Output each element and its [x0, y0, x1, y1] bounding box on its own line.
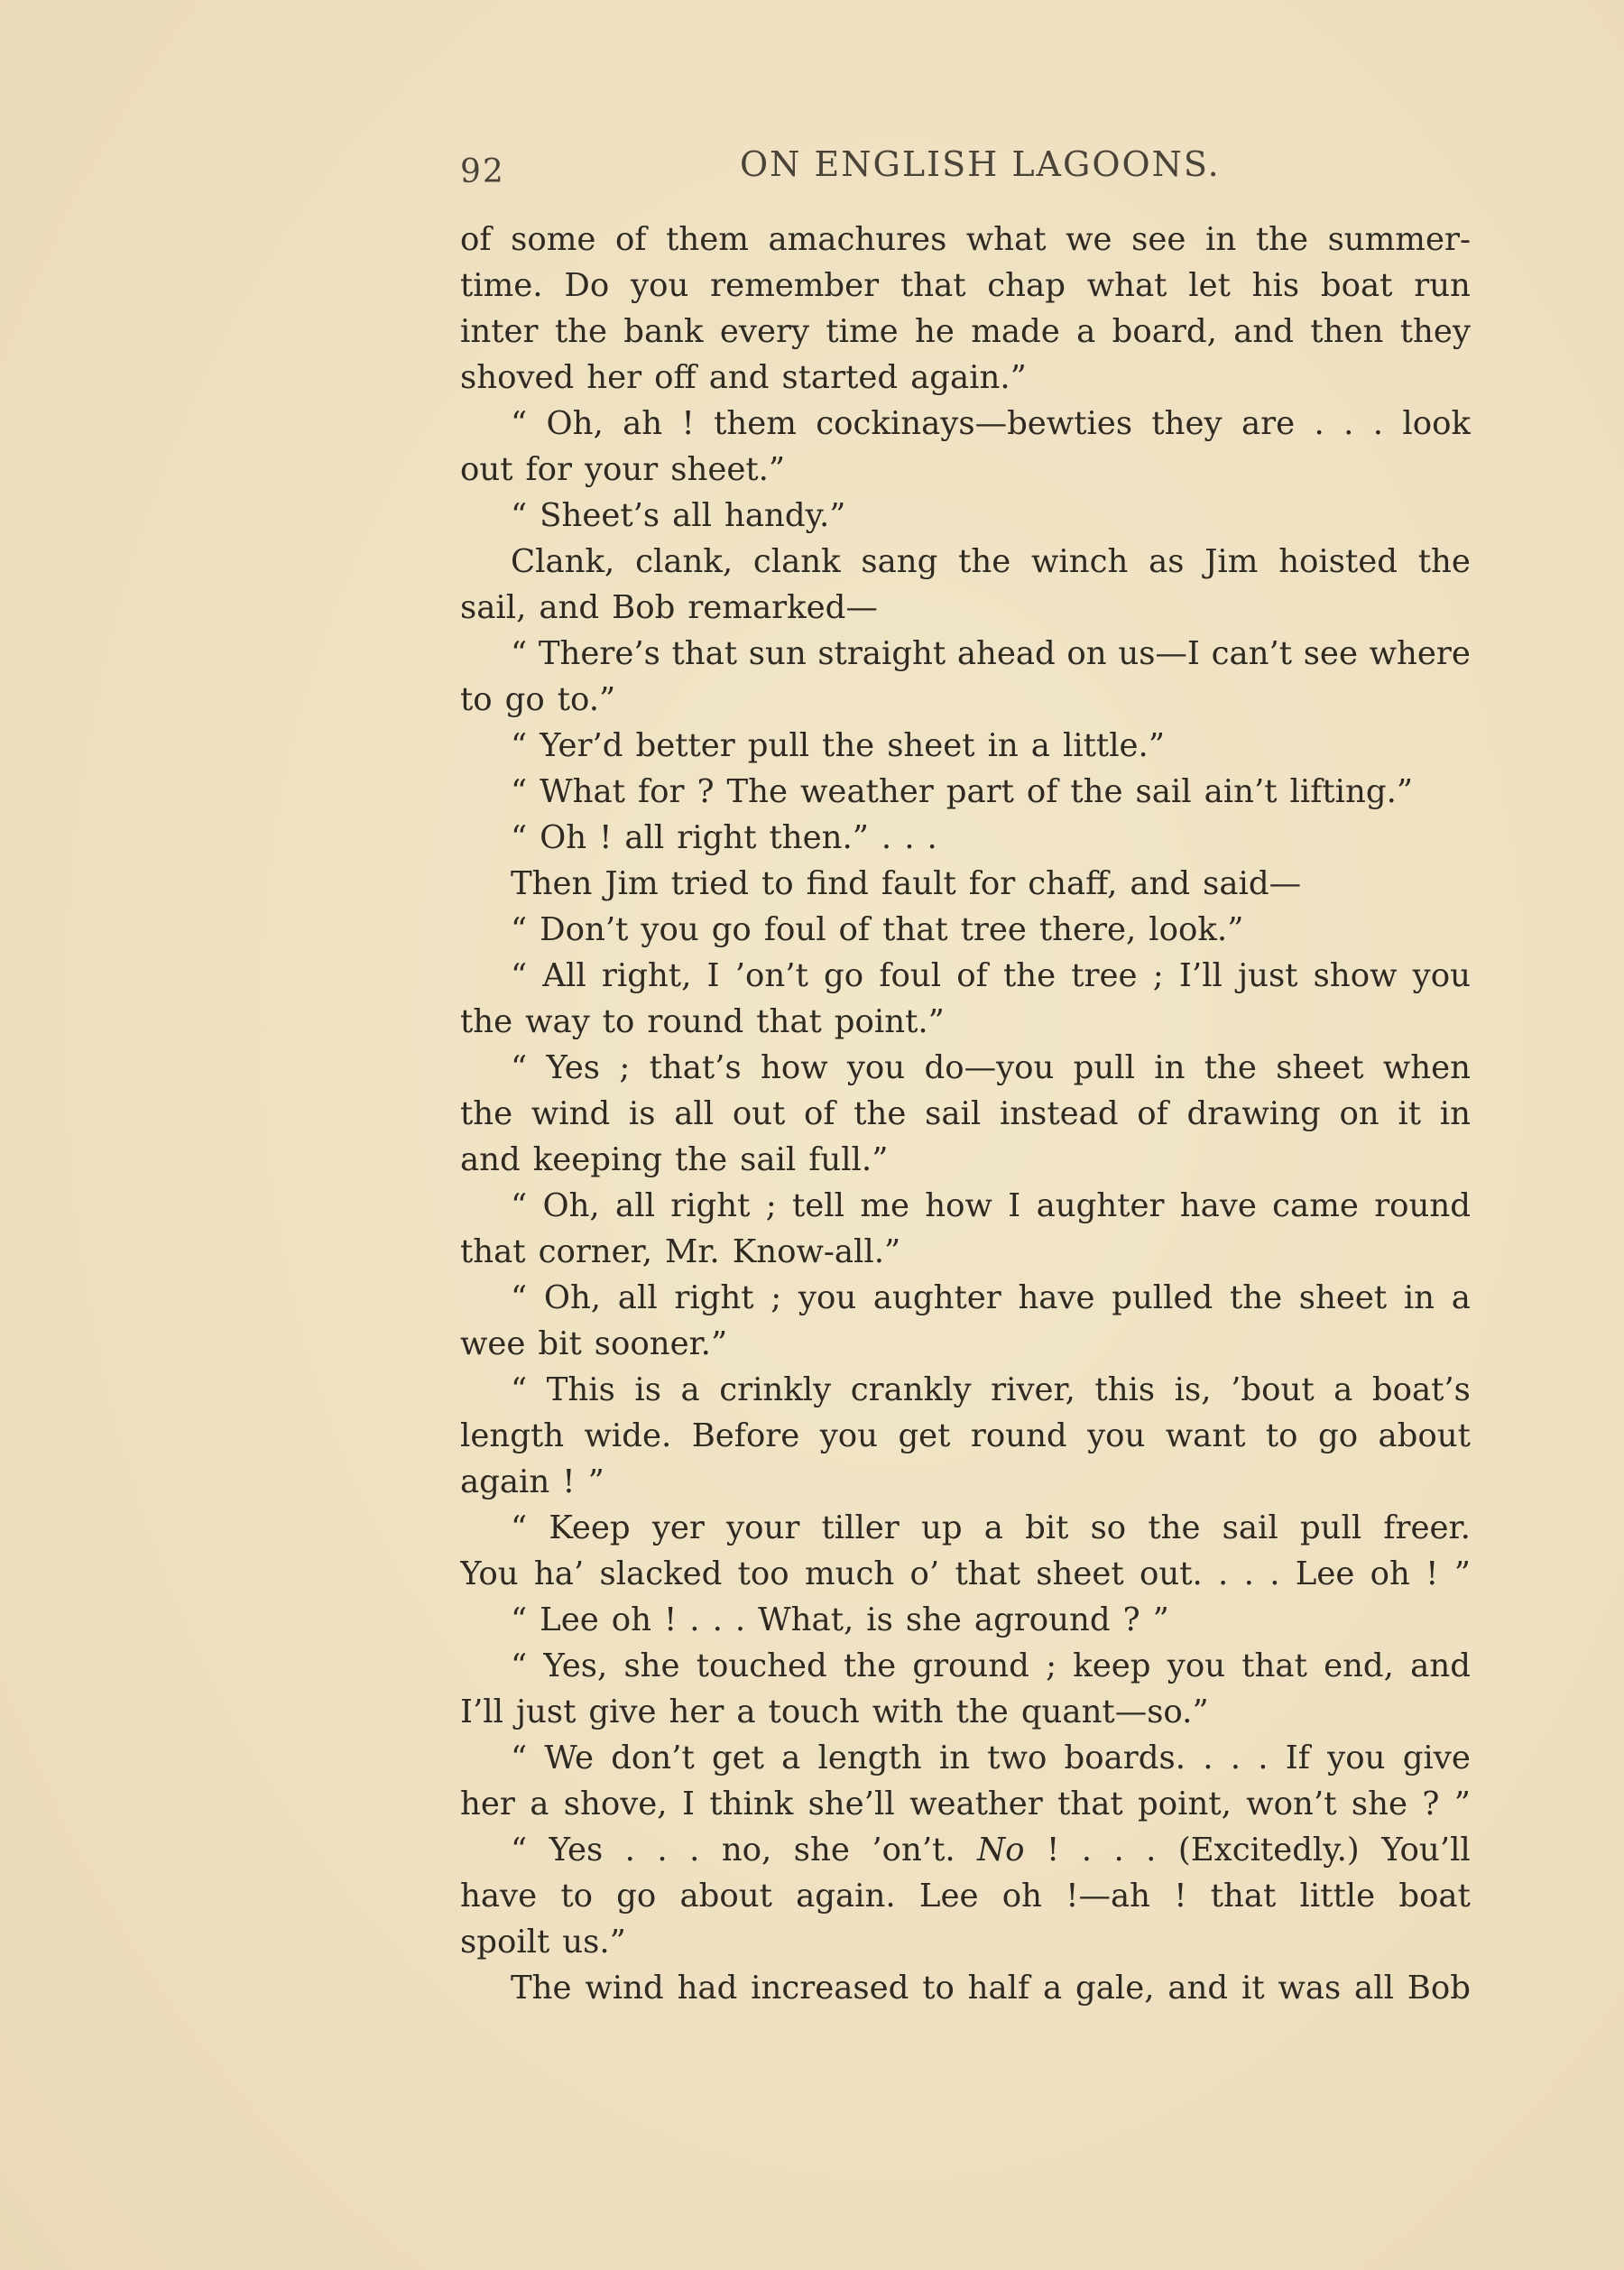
text-line: “ Yes . . . no, she ’on’t. No ! . . . (Excitedly.) You’ll — [511, 1832, 1471, 1869]
text-line: out for your sheet.” — [460, 451, 786, 488]
text-line: inter the bank every time he made a board, and then they — [460, 313, 1471, 350]
running-title: ON ENGLISH LAGOONS. — [740, 144, 1221, 184]
text-line: Clank, clank, clank sang the winch as Jim hoisted the — [511, 543, 1471, 580]
text-line: her a shove, I think she’ll weather that point, won’t she ? ” — [460, 1786, 1471, 1822]
text-line: shoved her off and started again.” — [460, 359, 1027, 396]
text-line: “ Don’t you go foul of that tree there, look.” — [511, 911, 1244, 948]
text-line: again ! ” — [460, 1463, 604, 1500]
text-line: “ Oh ! all right then.” . . . — [511, 819, 937, 856]
body-text — [460, 217, 1471, 2011]
text-line: The wind had increased to half a gale, and it was all Bob — [511, 1970, 1471, 2007]
text-line: “ Oh, all right ; tell me how I aughter have came round — [511, 1187, 1471, 1224]
text-line: the wind is all out of the sail instead of drawing on it in — [460, 1095, 1471, 1132]
text-line: of some of them amachures what we see in the summer- — [460, 221, 1471, 258]
text-line: “ Yer’d better pull the sheet in a little.” — [511, 727, 1165, 764]
text-line: “ All right, I ’on’t go foul of the tree ; I’ll just show you — [511, 957, 1471, 994]
text-line: spoilt us.” — [460, 1924, 626, 1961]
text-line: wee bit sooner.” — [460, 1325, 728, 1362]
text-line: “ Sheet’s all handy.” — [511, 497, 846, 534]
text-line: “ We don’t get a length in two boards. . . . If you give — [511, 1739, 1471, 1776]
text-line: the way to round that point.” — [460, 1003, 945, 1040]
text-line: “ Keep yer your tiller up a bit so the sail pull freer. — [511, 1509, 1471, 1546]
text-line: “ Yes, she touched the ground ; keep you that end, and — [511, 1647, 1471, 1684]
text-line: “ Lee oh ! . . . What, is she aground ? ” — [511, 1601, 1169, 1638]
text-line: “ Oh, all right ; you aughter have pulled the sheet in a — [511, 1279, 1471, 1316]
text-line: “ This is a crinkly crankly river, this is, ’bout a boat’s — [511, 1371, 1471, 1408]
page-header — [460, 144, 1471, 198]
text-line: “ What for ? The weather part of the sail ain’t lifting.” — [511, 773, 1414, 810]
text-line: “ Yes ; that’s how you do—you pull in the sheet when — [511, 1049, 1471, 1086]
text-line: have to go about again. Lee oh !—ah ! that little boat — [460, 1878, 1471, 1915]
text-line: length wide. Before you get round you want to go about — [460, 1417, 1471, 1454]
text-line: “ Oh, ah ! them cockinays—bewties they are . . . look — [511, 405, 1471, 442]
text-line: to go to.” — [460, 681, 616, 718]
text-line: time. Do you remember that chap what let his boat run — [460, 267, 1471, 304]
text-line: that corner, Mr. Know-all.” — [460, 1233, 901, 1270]
text-line: You ha’ slacked too much o’ that sheet out. . . . Lee oh ! ” — [460, 1555, 1471, 1592]
text-line: I’ll just give her a touch with the quant—so.” — [460, 1693, 1209, 1730]
page-number: 92 — [460, 153, 505, 190]
text-line: and keeping the sail full.” — [460, 1141, 889, 1178]
text-line: sail, and Bob remarked— — [460, 589, 878, 626]
text-line: Then Jim tried to find fault for chaff, and said— — [511, 865, 1302, 902]
text-line: “ There’s that sun straight ahead on us—I can’t see where — [511, 635, 1471, 672]
